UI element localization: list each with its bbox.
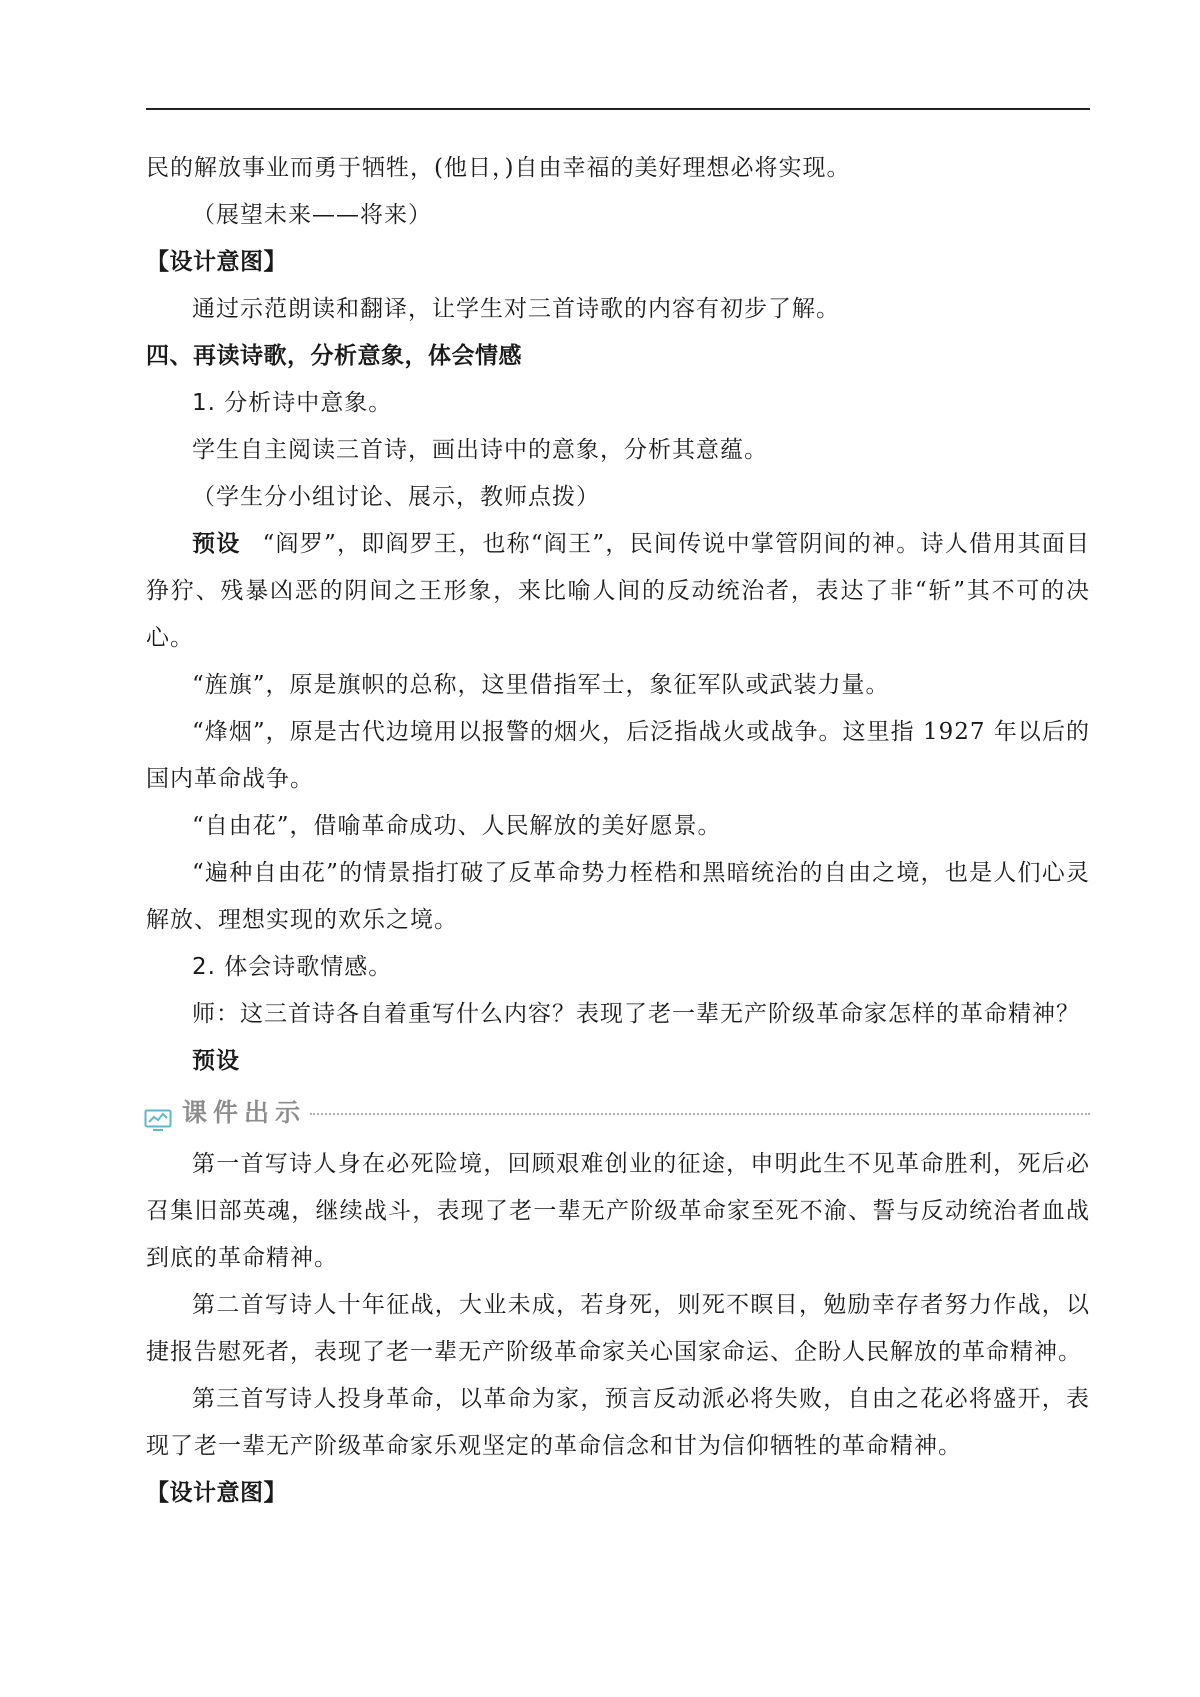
document-body <box>146 145 1090 1517</box>
paragraph: 师：这三首诗各自着重写什么内容？表现了老一辈无产阶级革命家怎样的革命精神？ <box>192 1001 1080 1027</box>
preset-paragraph <box>146 1038 1090 1085</box>
list-item: 2. 体会诗歌情感。 <box>192 954 393 980</box>
paragraph: （学生分小组讨论、展示，教师点拨） <box>192 484 600 510</box>
paragraph: “烽烟”，原是古代边境用以报警的烟火，后泛指战火或战争。这里指 1927 年以后的国内革命战争。 <box>146 719 1090 792</box>
design-intent-heading: 【设计意图】 <box>146 1480 287 1506</box>
preset-label: 预设 <box>192 531 241 557</box>
preset-paragraph <box>146 521 1090 662</box>
paragraph: 第二首写诗人十年征战，大业未成，若身死，则死不瞑目，勉励幸存者努力作战，以捷报告慰死者，表现了老一辈无产阶级革命家关心国家命运、企盼人民解放的革命精神。 <box>146 1292 1090 1365</box>
courseware-label: 课件出示 <box>182 1097 307 1127</box>
paragraph: 学生自主阅读三首诗，画出诗中的意象，分析其意蕴。 <box>192 437 768 463</box>
section-heading: 四、再读诗歌，分析意象，体会情感 <box>146 343 522 369</box>
presentation-chart-icon <box>144 1101 172 1123</box>
paragraph: 通过示范朗读和翻译，让学生对三首诗歌的内容有初步了解。 <box>192 296 840 322</box>
courseware-banner <box>144 1087 1090 1137</box>
paragraph: “遍种自由花”的情景指打破了反革命势力桎梏和黑暗统治的自由之境，也是人们心灵解放、理想实现的欢乐之境。 <box>146 860 1090 933</box>
design-intent-heading: 【设计意图】 <box>146 249 287 275</box>
dotted-divider <box>310 1113 1090 1115</box>
preset-label: 预设 <box>192 1048 240 1074</box>
header-rule <box>146 108 1090 110</box>
paragraph: 民的解放事业而勇于牺牲，(他日，)自由幸福的美好理想必将实现。 <box>146 155 851 181</box>
preset-text: “阎罗”，即阎罗王，也称“阎王”，民间传说中掌管阴间的神。诗人借用其面目狰狞、残暴凶恶的阴间之王形象，来比喻人间的反动统治者，表达了非“斩”其不可的决心。 <box>146 531 1090 651</box>
paragraph: “自由花”，借喻革命成功、人民解放的美好愿景。 <box>192 813 722 839</box>
paragraph: “旌旗”，原是旗帜的总称，这里借指军士，象征军队或武装力量。 <box>192 672 890 698</box>
list-item: 1. 分析诗中意象。 <box>192 390 393 416</box>
paragraph: （展望未来——将来） <box>192 202 432 228</box>
paragraph: 第一首写诗人身在必死险境，回顾艰难创业的征途，申明此生不见革命胜利，死后必召集旧部英魂，继续战斗，表现了老一辈无产阶级革命家至死不渝、誓与反动统治者血战到底的革命精神。 <box>146 1151 1090 1271</box>
paragraph: 第三首写诗人投身革命，以革命为家，预言反动派必将失败，自由之花必将盛开，表现了老一辈无产阶级革命家乐观坚定的革命信念和甘为信仰牺牲的革命精神。 <box>146 1386 1090 1459</box>
